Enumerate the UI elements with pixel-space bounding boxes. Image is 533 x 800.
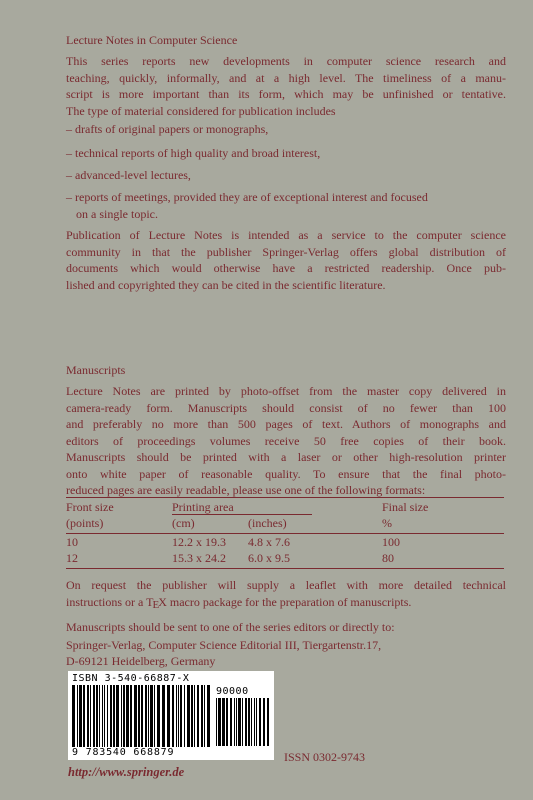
- barcode-bar: [251, 698, 252, 746]
- barcode-bar: [248, 698, 250, 746]
- table-header-cell: %: [382, 516, 392, 530]
- table-header-cell: Front size: [66, 500, 114, 514]
- barcode-bar: [180, 685, 182, 747]
- barcode-bar: [197, 685, 199, 747]
- table-header-row: [66, 516, 428, 532]
- table-cell: 6.0 x 9.5: [248, 551, 290, 565]
- barcode-bar: [267, 698, 269, 746]
- barcode-bar: [123, 685, 125, 747]
- barcode-bar: [226, 698, 228, 746]
- issn: ISSN 0302-9743: [284, 750, 366, 764]
- manuscripts-line: camera-ready form. Manuscripts should consist of no fewer than 100: [66, 400, 506, 415]
- isbn-barcode: [68, 671, 274, 760]
- barcode-addon-text: 90000: [216, 686, 249, 697]
- table-header-cell: (cm): [172, 516, 195, 530]
- barcode-bar: [107, 685, 108, 747]
- intro-line: teaching, quickly, informally, and at a high level. The timeliness of a manu-: [66, 70, 506, 85]
- publication-line: community in that the publisher Springer-Verlag offers global distribution of: [66, 244, 506, 259]
- barcode-bars: [72, 685, 212, 747]
- send-line: Manuscripts should be sent to one of the series editors or directly to:: [66, 620, 395, 634]
- manuscripts-line: reduced pages are easily readable, please use one of the following formats:: [66, 483, 426, 497]
- table-header-cell: Printing area: [172, 500, 234, 514]
- barcode-addon-bars: [216, 698, 270, 746]
- barcode-bar: [87, 685, 89, 747]
- barcode-bar: [176, 685, 177, 747]
- manuscripts-line: Lecture Notes are printed by photo-offset from the master copy delivered in: [66, 384, 506, 398]
- manuscripts-paragraph: [66, 383, 506, 499]
- barcode-bar: [194, 685, 195, 747]
- table-header-cell: (inches): [248, 516, 287, 530]
- publication-paragraph: [66, 227, 506, 293]
- series-heading: Lecture Notes in Computer Science: [66, 33, 238, 47]
- barcode-bar: [191, 685, 193, 747]
- barcode-bar: [83, 685, 85, 747]
- barcode-bar: [167, 685, 170, 747]
- barcode-bar: [178, 685, 179, 747]
- barcode-bar: [99, 685, 100, 747]
- barcode-bar: [218, 698, 221, 746]
- table-header-cell: (points): [66, 516, 104, 530]
- table-row: [66, 551, 428, 567]
- tex-logo: TEX: [146, 594, 167, 611]
- barcode-bar: [259, 698, 261, 746]
- table-cell: 12: [66, 551, 78, 565]
- bullet-item: – drafts of original papers or monographs,: [66, 122, 269, 136]
- publisher-url[interactable]: http://www.springer.de: [68, 765, 185, 779]
- barcode-bar: [234, 698, 235, 746]
- barcode-bar: [72, 685, 75, 747]
- barcode-bar: [93, 685, 95, 747]
- table-header-cell: Final size: [382, 500, 429, 514]
- table-cell: 10: [66, 535, 78, 549]
- intro-line: script is more important than its form, which may be unfinished or tentative.: [66, 87, 506, 101]
- table-cell: 12.2 x 19.3: [172, 535, 226, 549]
- barcode-bar: [154, 685, 155, 747]
- address-line: Springer-Verlag, Computer Science Editorial III, Tiergartenstr.17,: [66, 638, 382, 652]
- barcode-bar: [172, 685, 174, 747]
- barcode-bar: [263, 698, 265, 746]
- table-row: [66, 532, 428, 551]
- barcode-bar: [230, 698, 232, 746]
- barcode-bar: [138, 685, 140, 747]
- barcode-bar: [245, 698, 247, 746]
- barcode-bar: [256, 698, 257, 746]
- barcode-bar: [216, 698, 217, 746]
- barcode-bar: [110, 685, 112, 747]
- bullet-item: – advanced-level lectures,: [66, 168, 191, 182]
- bullet-item: – technical reports of high quality and broad interest,: [66, 146, 321, 160]
- barcode-bar: [254, 698, 255, 746]
- address-line: D-69121 Heidelberg, Germany: [66, 654, 216, 668]
- publication-line: lished and copyrighted they can be cited in the scientific literature.: [66, 277, 386, 292]
- barcode-bar: [148, 685, 149, 747]
- table-cell: 15.3 x 24.2: [172, 551, 226, 565]
- barcode-bar: [157, 685, 160, 747]
- bullet-item: – reports of meetings, provided they are of exceptional interest and focused on a single topic.: [66, 190, 428, 221]
- barcode-bar: [90, 685, 91, 747]
- barcode-bar: [236, 698, 237, 746]
- isbn-text: ISBN 3-540-66887-X: [72, 673, 190, 684]
- manuscripts-line: Manuscripts should be printed with a laser or other high-resolution printer: [66, 450, 506, 464]
- table-top-rule: [66, 497, 504, 498]
- manuscripts-line: editors of proceedings volumes receive 50 free copies of their book.: [66, 433, 506, 448]
- barcode-bar: [184, 685, 185, 747]
- barcode-bar: [222, 698, 225, 746]
- barcode-bar: [134, 685, 137, 747]
- barcode-bar: [162, 685, 165, 747]
- barcode-bar: [104, 685, 105, 747]
- manuscripts-line: onto white paper of reasonable quality. To ensure that the final photo-: [66, 466, 506, 481]
- barcode-bar: [79, 685, 82, 747]
- leaflet-line: On request the publisher will supply a leaflet with more detailed technical: [66, 578, 506, 592]
- barcode-bar: [242, 698, 243, 746]
- table-cell: 4.8 x 7.6: [248, 535, 290, 549]
- barcode-bar: [187, 685, 190, 747]
- barcode-bar: [238, 698, 241, 746]
- leaflet-paragraph: [66, 577, 506, 611]
- barcode-bar: [102, 685, 103, 747]
- barcode-bar: [126, 685, 129, 747]
- format-table: [66, 500, 428, 567]
- intro-paragraph: [66, 53, 506, 119]
- manuscripts-heading: Manuscripts: [66, 363, 126, 377]
- barcode-bar: [113, 685, 115, 747]
- barcode-bar: [130, 685, 132, 747]
- table-header-cell: [248, 500, 382, 516]
- leaflet-line: instructions or a TEX macro package for the preparation of manuscripts.: [66, 594, 412, 611]
- manuscripts-line: and preferably no more than 500 pages of text. Authors of monographs and: [66, 417, 506, 431]
- table-header-row: [66, 500, 428, 516]
- barcode-bar: [77, 685, 78, 747]
- barcode-bar: [116, 685, 119, 747]
- table-bottom-rule: [66, 568, 504, 569]
- intro-line: The type of material considered for publication includes: [66, 103, 336, 118]
- barcode-bar: [121, 685, 122, 747]
- barcode-bar: [141, 685, 143, 747]
- barcode-bar: [96, 685, 98, 747]
- table-cell: 100: [382, 535, 400, 549]
- table-cell: 80: [382, 551, 394, 565]
- barcode-bar: [207, 685, 210, 747]
- ean-text: 9 783540 668879: [72, 747, 175, 758]
- publication-line: Publication of Lecture Notes is intended as a service to the computer science: [66, 228, 506, 242]
- barcode-bar: [150, 685, 153, 747]
- intro-line: This series reports new developments in computer science research and: [66, 54, 506, 68]
- barcode-bar: [204, 685, 205, 747]
- barcode-bar: [201, 685, 203, 747]
- publication-line: documents which would otherwise have a restricted readership. Once pub-: [66, 261, 506, 275]
- barcode-bar: [145, 685, 147, 747]
